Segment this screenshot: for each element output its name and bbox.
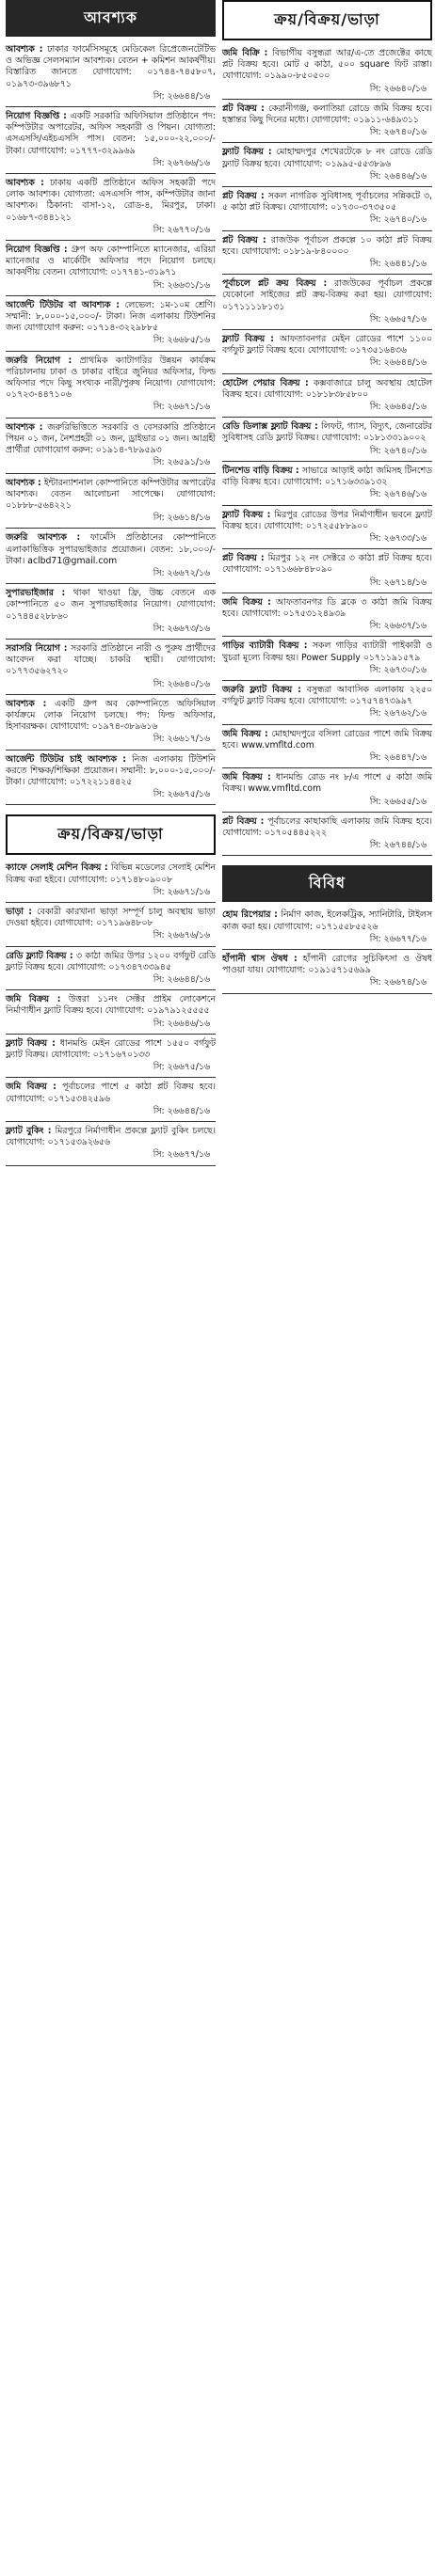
ad-body: সরকারি প্রতিষ্ঠানে নারী ও পুরুষ প্রার্থীদের আবেদন করা যাচ্ছে। চাকরি স্থায়ী। যোগাযোগ: ০১৭৭৩৫৬২৭২০ <box>6 642 216 677</box>
ad-text <box>222 378 432 401</box>
classified-ad <box>6 243 216 293</box>
ad-title: জমি বিক্রয় : <box>222 596 271 608</box>
classified-ad <box>222 639 432 678</box>
ad-divider <box>6 946 216 947</box>
ad-body: হাঁপানী রোগের সুচিকিৎসা ও ঔষধ পাওয়া যায়। যোগাযোগ: ০১৯১৫৭১৫৬৯৯ <box>222 953 432 976</box>
ad-text <box>6 356 216 402</box>
ad-body: উত্তরা ১১নং সেক্টর প্রাইম লোকেশনে নির্মাণাধীন ফ্ল্যাট বিক্রয় হবে। যোগাযোগ: ০১৯৭৯১২৫৫৫৫ <box>6 994 216 1017</box>
ad-divider <box>222 417 432 418</box>
ad-title: আবশ্যক : <box>6 698 47 709</box>
ad-body: ফার্মেসি প্রতিষ্ঠানের কোম্পানিতে এলাকাভিত্তিক সুপারভাইজার প্রয়োজন। বেতন: ১৮,০০০/- টাকা। aclbd71@gmail.com <box>6 532 216 566</box>
ad-body: কক্সবাজারে চালু অবস্থায় হোটেল বিক্রয় হবে। যোগাযোগ: ০১৮১৮৩৮৫৮০০ <box>222 377 432 400</box>
ad-divider <box>222 855 432 856</box>
classified-ad <box>6 641 216 692</box>
ad-title: ফ্ল্যাট বিক্রয় : <box>222 334 275 345</box>
ad-code: সি: ২৬৬৪৪/১৬ <box>153 1105 210 1116</box>
ad-code: সি: ২৬৫৯১/১৬ <box>153 457 210 468</box>
ad-code: সি: ২৬৬৪৬/১৬ <box>153 1018 210 1029</box>
ad-body: লিফট, গ্যাস, বিদ্যুৎ, জেনারেটর সুবিধাসহ রেডি ফ্ল্যাট বিক্রয়। যোগাযোগ: ০১৮১৩৩১৯০০২ <box>222 421 432 444</box>
ad-code: সি: ২৬৬৭৭/১৬ <box>369 933 427 944</box>
ad-text <box>6 699 216 734</box>
ad-body: লেভেল: ১ম-১০ম শ্রেণি। সম্মানী: ৮,০০০-১৫,০০০/- টাকা। নিজ এলাকায় টিউশনির জন্য যোগাযোগ করুন: ০১৭১৪-৩২২৯৮৮৫ <box>6 299 216 334</box>
ad-title: ফ্ল্যাট বিক্রয় : <box>6 1037 56 1049</box>
ad-text <box>222 278 432 313</box>
classified-ad <box>6 697 216 748</box>
classified-ad <box>6 420 216 471</box>
ad-body: মোহাম্মদপুর শেখেরটেকে ৮ নং রোডে রেডি ফ্ল্যাট বিক্রয় হবে। যোগাযোগ: ০১৯৯৫-৫৫৩৮৯৬ <box>222 147 432 169</box>
ad-body: একটি সরকারি অফিসিয়াল প্রতিষ্ঠানে পদ: কম্পিউটার অপারেটর, অফিস সহকারী ও পিয়ন। যোগ্যতা: এসএসসি/এইচএসসি পাস। বেতন: ১৫,০০০-২২,০০০/- টাকা। যোগাযোগ: ০১৭৭৭-৩২৯৯৬৯ <box>6 111 216 156</box>
ad-code: সি: ২৬৬৭৭/১৬ <box>153 1149 210 1161</box>
ad-title: সরাসরি নিয়োগ : <box>6 642 68 654</box>
ad-text <box>222 909 432 932</box>
ad-code: সি: ২৬৬৪০/১৬ <box>153 678 210 689</box>
ad-text <box>222 191 432 213</box>
ad-code: সি: ২৬৬৮৫/১৬ <box>153 335 210 346</box>
ad-title: নিয়োগ বিজ্ঞপ্তি : <box>6 245 68 256</box>
ad-text <box>222 235 432 258</box>
ad-title: প্লট বিক্রয় : <box>222 553 265 564</box>
ad-code: সি: ২৬৬৭২/১৬ <box>153 567 210 578</box>
ad-divider <box>222 724 432 725</box>
classified-ad <box>222 508 432 547</box>
ad-body: সাভারে আড়াই কাঠা জমিসহ টিনশেড বাড়ি বিক্রয় হবে। যোগাযোগ: ০১৭১৬৩৩৯১৩২ <box>222 465 432 488</box>
ad-body: সকল নাগরিক সুবিধাসহ পূর্বাচলের সন্নিকটে ৩, ৫ কাঠা প্লট বিক্রয়। যোগাযোগ: ০১৭৩০-৩৭৩৫০৫ <box>222 191 432 213</box>
classified-ad <box>6 176 216 238</box>
ad-title: প্লট বিক্রয় : <box>222 234 266 245</box>
section-heading-misc: বিবিধ <box>222 865 432 902</box>
ad-text <box>6 111 216 157</box>
classified-ad <box>6 1124 216 1163</box>
ad-code: সি: ২৬৪৪৭/১৬ <box>369 751 427 763</box>
ad-code: সি: ২৬৭৪০/১৬ <box>369 445 427 456</box>
ad-code: সি: ২৬৭৪০/১৬ <box>369 214 427 226</box>
ad-body: রাজউক পূর্বাচল প্রকল্পে ১০ কাঠা প্লট বিক্রয় হবে। যোগাযোগ: ০১৮১৯-৮৪০০০০ <box>222 234 432 257</box>
ad-code: সি: ২৬৭৭০/১৬ <box>153 224 210 235</box>
classified-ad <box>222 814 432 854</box>
ad-title: আবশ্যক : <box>6 421 43 433</box>
ad-title: ফ্ল্যাট বিক্রয় : <box>222 147 272 158</box>
ad-body: ধানমন্ডি রোড নং ৮/এ পাশে ৫ কাঠা জমি বিক্রয়। www.vmfltd.com <box>222 772 432 795</box>
classified-ad <box>222 419 432 459</box>
ad-divider <box>222 505 432 506</box>
classified-ad <box>222 376 432 416</box>
section-heading-buy-sell-rent-left: ক্রয়/বিক্রয়/ভাড়া <box>6 814 216 855</box>
ads-list-buy-sell <box>222 46 432 856</box>
ad-divider <box>222 767 432 768</box>
ad-divider <box>222 949 432 950</box>
classified-ad <box>6 354 216 416</box>
ad-body: প্রাথমিক ক্যাটাগরির উন্নয়ন কার্যক্রম পরিচালনায় ঢাকা ও ঢাকার বাইরে জুনিয়র অফিসার, ফিল্ড অফিসার পদে কিছু সংখ্যক নারী/পুরুষ নিয়োগ। যোগাযোগ: ০১৭২৩-৪৪৭১০৬ <box>6 355 216 401</box>
ad-title: প্লট বিক্রয় : <box>222 103 265 114</box>
classified-ad <box>6 1036 216 1076</box>
ad-code: সি: ২৬৬৫৫/১৬ <box>369 796 427 807</box>
ad-code: সি: ২৬৭৬২/১৬ <box>369 708 427 719</box>
classified-ad <box>222 464 432 503</box>
ad-code: সি: ২৬৭১৪/১৬ <box>369 577 427 588</box>
ad-divider <box>222 812 432 813</box>
ad-divider <box>6 106 216 107</box>
ad-code: সি: ২৬৭৪৪/১৬ <box>369 840 427 851</box>
ad-text <box>6 1038 216 1061</box>
ad-body: পূর্বাচলের পাশে ৫ কাঠা প্লট বিক্রয় হবে। যোগাযোগ: ০১৭১৫৩৪২৫৯৬ <box>6 1082 216 1104</box>
ad-text <box>222 466 432 488</box>
ad-text <box>222 553 432 576</box>
classified-ad <box>222 189 432 229</box>
classified-ad <box>6 476 216 527</box>
ad-divider <box>6 1121 216 1122</box>
ad-divider <box>6 639 216 640</box>
ad-title: সুপারভাইজার : <box>6 588 66 599</box>
ad-code: সি: ২৬৭৩৩/১৬ <box>369 532 427 544</box>
ad-text <box>6 643 216 678</box>
ad-title: জমি বিক্রয় : <box>222 728 268 739</box>
ad-body: ইন্টারন্যাশনাল কোম্পানিতে কম্পিউটার অপারেটর আবশ্যক। বেতন আলোচনা সাপেক্ষে। যোগাযোগ: ০১৮৮৮-৫৬৪২২১ <box>6 477 216 511</box>
ad-body: রাজউকের পূর্বাচল প্রকল্পে যেকোনো সাইজের প্লট ক্রয়-বিক্রয় করা হয়। যোগাযোগ: ০১৭১১১১৮১৩১ <box>222 278 432 312</box>
classified-ad <box>222 46 432 97</box>
ad-text <box>6 862 216 885</box>
ad-title: হাঁপানী শ্বাস ঔষধ : <box>222 953 298 964</box>
ad-title: গাড়ির ব্যাটারী বিক্রয় : <box>222 640 308 652</box>
classified-ad <box>6 905 216 944</box>
ad-title: রেডি ফ্ল্যাট বিক্রয় : <box>6 950 73 961</box>
ad-code: সি: ২৬৬৭৬/১৬ <box>153 930 210 941</box>
ad-text <box>222 685 432 707</box>
ad-divider <box>222 186 432 187</box>
ad-title: জমি বিক্রয় : <box>6 994 61 1005</box>
ad-text <box>222 816 432 839</box>
ad-title: জমি বিক্রয় : <box>6 1082 56 1093</box>
ad-text <box>6 754 216 789</box>
ad-text <box>6 588 216 623</box>
ad-text <box>6 532 216 567</box>
ad-code: সি: ২৬৬১৭/১৬ <box>153 734 210 745</box>
ad-divider <box>6 583 216 584</box>
ad-divider <box>6 1077 216 1078</box>
classified-ad <box>6 752 216 803</box>
ad-divider <box>222 636 432 637</box>
classified-ad <box>222 233 432 273</box>
ad-body: সকল গাড়ির ব্যাটারী পাইকারী ও খুচরা মূল্যে বিক্রয় হয়। Power Supply ০১৭১১৯১৫৭৯ <box>222 640 432 663</box>
ad-body: ঢাকার ফার্মেসিসমূহে মেডিকেল রিপ্রেজেনটেটিভ ও অভিজ্ঞ সেলসম্যান আবশ্যক। বেতন + কমিশন আকর্ষণীয়। বিস্তারিত জানতে যোগাযোগ: ০১৭৪৪-৭৪৫৮০৭, ০১৯৭৩-৩৯৬৮৭১ <box>6 44 216 89</box>
ad-text <box>222 421 432 444</box>
ad-code: সি: ২৬৬৭১/১৬ <box>153 886 210 897</box>
ad-code: সি: ২৬৬১৪/১৬ <box>153 513 210 524</box>
ad-text <box>222 103 432 126</box>
ad-text <box>6 245 216 279</box>
ad-body: নির্মাণ কাজ, ইলেকট্রিক, স্যানিটারি, টাইলস কাজ করা হয়। যোগাযোগ: ০১৭১৫৫৮৫৫২৬ <box>222 909 432 932</box>
ad-code: সি: ২৬৬৭৪/১৬ <box>369 977 427 988</box>
ad-body: বেকারী কারখানা ভাড়া সম্পূর্ণ চালু অবস্থায় ভাড়া দেওয়া হইবে। যোগাযোগ: ০১৭১৯৬৪৮০৮ <box>6 906 216 929</box>
classified-ad <box>222 551 432 591</box>
ad-text <box>6 907 216 929</box>
ad-divider <box>6 989 216 990</box>
ad-body: পূর্বাচলের কাছাকাছি এলাকায় জমি বিক্রয় হবে। যোগাযোগ: ০১৭০৫৪৪৫২২২ <box>222 815 432 838</box>
ad-code: সি: ২৬৬৪৪/১৬ <box>153 974 210 985</box>
ad-text <box>222 954 432 976</box>
ad-title: জমি বিক্রি : <box>222 48 268 58</box>
ad-text <box>6 422 216 457</box>
ad-title: আর্জেন্ট টিউটর বা আবশ্যক : <box>6 299 120 310</box>
ad-title: হোটেল পেয়ার বিক্রয় : <box>222 377 309 388</box>
ad-divider <box>222 274 432 275</box>
ad-text <box>6 1082 216 1104</box>
ad-divider <box>222 993 432 994</box>
ad-divider <box>6 418 216 419</box>
classified-ad <box>222 102 432 141</box>
classified-ad <box>6 1080 216 1119</box>
ad-text <box>6 178 216 224</box>
ad-body: মিরপুর রোডের উপর নির্মাণাধীন ভবনে ফ্ল্যাট বিক্রয় হবে। যোগাযোগ: ০১৭২৫৫৮৮৯০০ <box>222 509 432 531</box>
ad-body: জরুরিভিত্তিতে সরকারি ও বেসরকারি প্রতিষ্ঠানে পিয়ন ০১ জন, নৈশপ্রহরী ০১ জন, ড্রাইভার ০১ জন। আগ্রহী প্রার্থীরা যোগাযোগ করুন: ০১৯১৪-৭৮৯৫৯৩ <box>6 421 216 456</box>
ad-code: সি: ২৬৭৪৬/১৬ <box>369 489 427 500</box>
ad-code: সি: ২৬৬৪০/১৬ <box>369 83 427 94</box>
ad-body: ঢাকায় একটি প্রতিষ্ঠানে অফিস সহকারী পদে লোক আবশ্যক। যোগ্যতা: এসএসসি পাস, কম্পিউটার জানা আবশ্যক। ঠিকানা: বাসা-১২, রোড-৪, মিরপুর, ঢাকা। ০১৬৮৭-৩৪৪১২১ <box>6 178 216 223</box>
ad-code: সি: ২৬৬৪৪/১৬ <box>153 90 210 102</box>
ad-text <box>222 48 432 83</box>
classified-ad <box>6 586 216 637</box>
ad-title: জরুরি ফ্ল্যাট বিক্রয় : <box>222 684 301 695</box>
ad-title: আবশ্যক : <box>6 477 41 488</box>
ad-title: জমি বিক্রয় : <box>222 772 271 783</box>
ad-title: ভাড়া : <box>6 906 32 917</box>
ad-divider <box>222 548 432 549</box>
ad-title: আবশ্যক : <box>6 44 43 55</box>
classified-ad <box>6 992 216 1032</box>
ad-body: বিভাগীয় বসুন্ধরা আর/এ-তে প্রজেক্টের কাছে প্লট বিক্রয় হবে। মোট ৫ কাঠা, ৫০০ square ফিট রাস্তা। যোগাযোগ: ০১৯৯০-৮৫০৫০০ <box>222 48 432 82</box>
classified-ad <box>222 952 432 991</box>
ad-divider <box>6 173 216 174</box>
ad-title: জরুরি আবশ্যক : <box>6 532 81 544</box>
ad-title: আবশ্যক : <box>6 178 44 189</box>
ad-text <box>6 1126 216 1148</box>
ad-divider <box>6 351 216 352</box>
ad-body: নিজ এলাকায় টিউশনি করতে শিক্ষক/শিক্ষিকা প্রয়োজন। সম্মানী: ৮,০০০-১৫,০০০/- টাকা। যোগাযোগ: ০১৭২২১১৪৪২৫ <box>6 753 216 787</box>
ad-title: হোম রিপেয়ার : <box>222 909 278 921</box>
right-column <box>222 0 432 996</box>
ad-code: সি: ২৬৬৩৭/১৬ <box>369 621 427 632</box>
ad-text <box>222 147 432 169</box>
ad-divider <box>6 750 216 751</box>
classified-ad <box>222 595 432 635</box>
ad-body: আফতাবনগর মেইন রোডের পাশে ১১০০ বর্গফুট ফ্ল্যাট বিক্রয় হবে। যোগাযোগ: ০১৭৩৫১৬৪৩৬ <box>222 334 432 356</box>
classified-ad <box>222 683 432 722</box>
ad-body: ৩ কাঠা জমির উপর ১২০০ বর্গফুট রেডি ফ্ল্যাট বিক্রয় হবে। যোগাযোগ: ০১৭৩৪৭৩৩৯৪৫ <box>6 950 216 972</box>
ad-code: সি: ২৬৬৭৫/১৬ <box>153 1062 210 1073</box>
ad-text <box>222 729 432 751</box>
ad-divider <box>222 329 432 330</box>
ad-divider <box>222 461 432 462</box>
ad-text <box>222 334 432 356</box>
section-heading-buy-sell-rent: ক্রয়/বিক্রয়/ভাড়া <box>222 0 432 40</box>
ad-body: গ্রুপ অফ কোম্পানিতে ম্যানেজার, এরিয়া ম্যানেজার ও মার্কেটিং অফিসার পদে নিয়োগ চলছে। আকর্ষণীয় বেতন। যোগাযোগ: ০১৭৭৪১-৩১৯৭১ <box>6 245 216 278</box>
section-heading-needed: আবশ্যক <box>6 0 216 37</box>
ad-text <box>222 772 432 795</box>
classified-ad <box>6 42 216 104</box>
ad-divider <box>6 473 216 474</box>
classified-ad <box>222 727 432 766</box>
ad-divider <box>222 99 432 100</box>
ad-body: মিরপুর ১২ নং সেক্টরে ৩ কাঠা প্লট বিক্রয় হবে। যোগাযোগ: ০১৭১৬৬৮৪৮০৯০ <box>222 553 432 576</box>
classified-ad <box>222 770 432 810</box>
ad-divider <box>6 902 216 903</box>
ad-title: প্লট বিক্রয় : <box>222 191 265 202</box>
ad-title: টিনশেড বাড়ি বিক্রয় : <box>222 465 299 476</box>
ad-title: নিয়োগ বিজ্ঞপ্তি : <box>6 111 67 122</box>
ad-body: মোহাম্মদপুরে বসিলা রোডের পাশে জমি বিক্রয় হবে। www.vmfltd.com <box>222 728 432 751</box>
ad-divider <box>6 694 216 695</box>
ad-divider <box>222 373 432 374</box>
ad-code: সি: ২৬৭৬৬/১৬ <box>153 157 210 168</box>
classified-ad <box>6 861 216 900</box>
ad-code: সি: ২৬৬৪৫/১৬ <box>369 402 427 413</box>
ad-divider <box>6 1165 216 1166</box>
classified-ad <box>222 145 432 184</box>
left-column <box>6 0 216 1168</box>
ad-title: পূর্বাচলে প্লট ক্রয় বিক্রয় : <box>222 278 328 290</box>
classified-ad <box>222 277 432 327</box>
ad-body: কেরানীগঞ্জ, কলাতিয়া রোডে জমি বিক্রয় হবে। হস্তান্তর কিছু দিনের মধ্যে। যোগাযোগ: ০১৯১১-৬৪৯৩১১ <box>222 103 432 126</box>
ad-body: ধানমন্ডি মেইন রোডের পাশে ১৫৫০ বর্গফুট ফ্ল্যাট বিক্রয়। যোগাযোগ: ০১৭১৬৭০১৩৩ <box>6 1037 216 1061</box>
ad-text <box>6 994 216 1017</box>
ad-body: বিভিন্ন মডেলের সেলাই মেশিন বিক্রয় করা হইবে। যোগাযোগ: ০১৭১৪৮০৯০০৮ <box>6 862 216 885</box>
ad-code: সি: ২৬৬৩১/১৬ <box>153 279 210 291</box>
ad-text <box>222 510 432 532</box>
ad-code: সি: ২৬৬৪৪/১৬ <box>369 357 427 369</box>
ad-title: প্লট বিক্রয় : <box>222 815 265 827</box>
ad-code: সি: ২৬৭৪০/১৬ <box>369 127 427 138</box>
ad-code: সি: ২৬৬৫৭/১৬ <box>369 313 427 324</box>
ads-list-misc <box>222 908 432 993</box>
ad-divider <box>6 1034 216 1035</box>
ad-code: সি: ২৬৬৭১/১৬ <box>153 402 210 413</box>
ad-code: সি: ২৬৪৪৬/১৬ <box>369 170 427 182</box>
ad-text <box>6 478 216 513</box>
ad-divider <box>6 295 216 296</box>
ad-title: ক্যাফে সেলাই মেশিন বিক্রয় : <box>6 862 108 874</box>
ads-list-needed <box>6 42 216 805</box>
ad-text <box>6 44 216 90</box>
ad-code: সি: ২৬৬৭৫/১৬ <box>153 789 210 800</box>
ad-divider <box>6 804 216 805</box>
classified-ad <box>6 530 216 581</box>
classified-ad <box>6 109 216 171</box>
classified-ad <box>222 908 432 947</box>
ad-title: ফ্ল্যাট বিক্রয় : <box>222 509 271 520</box>
ad-divider <box>6 240 216 241</box>
ads-list-buy-sell-left <box>6 861 216 1165</box>
ad-title: রেডি ডিলাক্স ফ্ল্যাট বিক্রয় : <box>222 421 318 433</box>
ad-code: সি: ২৬৬৭৩/১৬ <box>153 623 210 634</box>
ad-text <box>222 640 432 663</box>
ad-body: বসুন্ধরা আবাসিক এলাকায় ২২৫০ বর্গফুট ফ্ল্যাট বিক্রয় হবে। যোগাযোগ: ০১৭৫৭৪৭৩৯৯৭ <box>222 684 432 707</box>
classified-ad <box>6 949 216 988</box>
ad-body: থাকা খাওয়া ফ্রি, উচ্চ বেতনে এক কোম্পানিতে ৫০ জন সুপারভাইজার নিয়োগ। যোগাযোগ: ০১৭৪৪৫২৮৮৬০ <box>6 588 216 622</box>
ad-title: জরুরি নিয়োগ : <box>6 355 72 366</box>
ad-text <box>6 951 216 973</box>
ad-code: সি: ২৬৪৪১/১৬ <box>369 259 427 270</box>
classified-ad <box>6 298 216 349</box>
ad-title: আর্জেন্ট টিউটর চাই আবশ্যক : <box>6 753 126 765</box>
ad-divider <box>222 680 432 681</box>
ad-divider <box>222 230 432 231</box>
ad-divider <box>6 528 216 529</box>
ad-text <box>6 300 216 335</box>
classified-ad <box>222 332 432 371</box>
ad-title: ফ্ল্যাট বুকিং : <box>6 1126 52 1137</box>
ad-text <box>222 597 432 620</box>
ad-divider <box>222 142 432 143</box>
ad-code: সি: ২৬৭৩০/১৬ <box>369 664 427 675</box>
ad-body: মিরপুরে নির্মাণাধীন প্রকল্পে ফ্ল্যাট বুকিং চলছে। যোগাযোগ: ০১৭১৫৩৯২৬৫৬ <box>6 1126 216 1148</box>
ad-body: একটি গ্রুপ অব কোম্পানিতে অফিসিয়াল কার্যক্রমে লোক নিয়োগ চলছে। পদ: ফিল্ড অফিসার, হিসাবরক্ষক। যোগাযোগ: ০১৯৭৪-৩৮৯৬১৬ <box>6 698 216 733</box>
ad-body: আফতাবনগর ডি ব্লকে ৩ কাঠা জমি বিক্রয় হবে। যোগাযোগ: ০১৭৫৩১২৪৯৩৯ <box>222 596 432 619</box>
